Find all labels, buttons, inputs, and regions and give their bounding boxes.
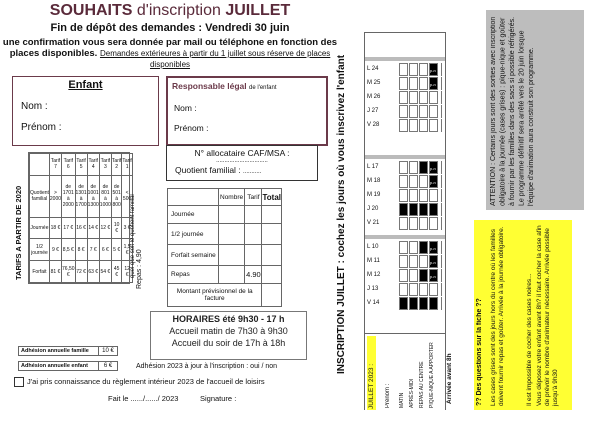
calendar-cell[interactable] — [409, 217, 418, 230]
arrivee-cell[interactable] — [441, 161, 446, 174]
external-requests-note: Demandes extérieures à partir du 1 juillet sous réserve de places disponibles — [99, 49, 331, 69]
calendar-cell[interactable] — [429, 189, 438, 202]
calc-cell[interactable] — [245, 245, 262, 266]
tarifs-cell: 12 € — [99, 217, 111, 239]
parent-heading: Responsable légal de l'enfant — [172, 81, 277, 91]
calendar-cell[interactable] — [419, 175, 428, 188]
calendar-cell[interactable] — [419, 189, 428, 202]
tarifs-cell: Tarif 3 — [99, 154, 111, 176]
parent-nom-field[interactable]: Nom : — [174, 103, 197, 113]
calendar-day-label: M 26 — [367, 94, 381, 100]
calendar-day-label: J 20 — [367, 206, 379, 212]
calendar-cell — [399, 203, 408, 216]
calc-montant-cell[interactable] — [262, 284, 282, 307]
week-separator — [365, 155, 445, 159]
tarifs-cell: de 1001 à 1300 — [87, 175, 99, 217]
reglement-checkbox[interactable] — [14, 377, 24, 387]
calendar-day-label: J 27 — [367, 108, 379, 114]
calendar-cell[interactable] — [399, 175, 408, 188]
caf-label: N° allocataire CAF/MSA : — [194, 148, 290, 158]
calendar-cell[interactable] — [409, 283, 418, 296]
calendar-cell — [429, 203, 438, 216]
tarifs-cell: 5 € — [111, 239, 121, 261]
adhesion-enfant-label: Adhésion annuelle enfant — [19, 362, 99, 371]
calendar-cell[interactable] — [409, 255, 418, 268]
fait-le[interactable]: Fait le ....../....../ 2023 — [108, 394, 179, 403]
arrivee-label: Arrivée avant 8h — [446, 353, 453, 404]
calendar-cell[interactable] — [399, 105, 408, 118]
calendar-cell[interactable] — [409, 63, 418, 76]
row-pique-nique: PIQUE-NIQUE A APPORTER — [429, 342, 435, 408]
calendar-day-label: L 10 — [367, 244, 379, 250]
calendar-day-label: M 11 — [367, 258, 380, 264]
tarifs-cell: Tarif 1 — [122, 154, 132, 176]
calc-row-repas: Repas — [168, 266, 219, 284]
calendar-cell[interactable] — [399, 63, 408, 76]
tarifs-cell: de 1701 à 2000 — [62, 175, 76, 217]
tarifs-head: 1/2 journée — [30, 239, 50, 261]
calendar-day-label: M 12 — [367, 272, 381, 278]
calendar-day-label: M 19 — [367, 192, 381, 198]
arrivee-cell[interactable] — [441, 255, 446, 268]
arrivee-cell[interactable] — [441, 189, 446, 202]
calendar-cell[interactable] — [399, 77, 408, 90]
calendar-cell[interactable] — [399, 283, 408, 296]
tarifs-cell: 16 € — [75, 217, 87, 239]
row-apres-midi: APRÈS-MIDI — [409, 378, 415, 408]
calc-cell[interactable] — [262, 224, 282, 245]
reglement-line: J'ai pris connaissance du règlement intérieur 2023 de l'accueil de loisirs — [14, 377, 265, 387]
calendar-cell — [419, 269, 428, 282]
calendar-cell: p-n — [429, 255, 438, 268]
calendar-cell[interactable] — [419, 105, 428, 118]
calendar-cell[interactable] — [409, 175, 418, 188]
page-title: SOUHAITS d'inscription JUILLET — [49, 2, 291, 19]
signature-label[interactable]: Signature : — [200, 394, 237, 403]
tarifs-cell: 54 € — [99, 261, 111, 283]
caf-box — [166, 145, 318, 181]
calendar-cell[interactable] — [429, 91, 438, 104]
calc-head-total: Total — [262, 189, 282, 206]
calc-cell[interactable] — [245, 206, 262, 224]
adhesion-famille-label: Adhésion annuelle famille — [19, 347, 99, 356]
calendar-cell[interactable] — [399, 217, 408, 230]
calendar-cell: p-n — [429, 77, 438, 90]
calendar-cell: p-n — [429, 269, 438, 282]
calendar-cell[interactable] — [409, 189, 418, 202]
tarifs-cell: de 801 à 1000 — [99, 175, 111, 217]
calendar-cell[interactable] — [399, 189, 408, 202]
tarifs-cell: 14 € — [87, 217, 99, 239]
calendar-day-label: V 28 — [367, 122, 380, 128]
calendar-day-label: J 13 — [367, 286, 379, 292]
calendar-cell — [419, 203, 428, 216]
tarifs-cell: > 2000 — [49, 175, 61, 217]
arrivee-cell[interactable] — [441, 63, 446, 76]
caf-dots[interactable]: ............................... — [216, 158, 268, 164]
calendar-cell — [419, 241, 428, 254]
adhesion-jour[interactable]: Adhésion 2023 à jour à l'inscription : oui / non — [136, 363, 278, 370]
tarifs-cell: 6 € — [99, 239, 111, 261]
calendar-labels — [365, 333, 445, 410]
calendar-cell[interactable] — [429, 283, 438, 296]
arrivee-cell[interactable] — [441, 175, 446, 188]
horaires-title: HORAIRES été 9h30 - 17 h — [172, 314, 285, 324]
deadline-line: Fin de dépôt des demandes : Vendredi 30 juin — [50, 22, 290, 34]
child-heading: Enfant — [68, 79, 103, 91]
calendar-cell — [419, 161, 428, 174]
arrivee-cell[interactable] — [441, 297, 446, 310]
calendar-cell[interactable] — [419, 217, 428, 230]
tarifs-table-wrap — [28, 152, 130, 284]
calendar-cell[interactable] — [399, 269, 408, 282]
calendar-cell — [419, 297, 428, 310]
tarifs-note: quel que soit le quotient familial — [130, 194, 136, 278]
horaires-matin: Accueil matin de 7h30 à 9h30 — [169, 326, 288, 336]
row-matin: MATIN — [399, 392, 405, 408]
horaires-box — [150, 311, 307, 360]
adhesion-table — [18, 346, 118, 356]
calendar-cell[interactable] — [399, 91, 408, 104]
calendar-cell — [399, 297, 408, 310]
calc-cell[interactable] — [262, 206, 282, 224]
juillet-label: JUILLET 2023 : — [367, 336, 376, 410]
tarifs-cell: 8,5 € — [62, 239, 76, 261]
calendar-cell[interactable] — [399, 241, 408, 254]
calendar-cell[interactable] — [429, 119, 438, 132]
week-separator — [365, 57, 445, 61]
calendar-day-label: L 24 — [367, 66, 379, 72]
calendar-cell — [429, 297, 438, 310]
calc-cell[interactable] — [218, 245, 244, 266]
calendar-cell[interactable] — [409, 119, 418, 132]
parent-box — [166, 76, 328, 146]
calendar-cell[interactable] — [409, 269, 418, 282]
arrivee-cell[interactable] — [441, 241, 446, 254]
tarifs-head — [30, 154, 50, 176]
arrivee-cell[interactable] — [441, 203, 446, 216]
calendar-cell: p-n — [429, 175, 438, 188]
calc-cell[interactable] — [262, 245, 282, 266]
calc-head-blank — [168, 189, 219, 206]
arrivee-cell[interactable] — [441, 217, 446, 230]
tarifs-cell: 7 € — [87, 239, 99, 261]
calendar-cell[interactable] — [399, 255, 408, 268]
adhesion-enfant-val: 6 € — [99, 362, 118, 371]
calendar-cell[interactable] — [409, 105, 418, 118]
tarifs-head: Quotient familial — [30, 175, 50, 217]
qf-field[interactable]: Quotient familial : ........... — [175, 165, 262, 175]
tarifs-cell: Tarif 6 — [62, 154, 76, 176]
tarifs-cell: 12 € — [122, 261, 132, 283]
calendar-cell[interactable] — [409, 77, 418, 90]
tarifs-cell: 3 € — [122, 217, 132, 239]
tarifs-cell: 17 € — [62, 217, 76, 239]
tarifs-cell: 9 € — [49, 239, 61, 261]
calendar-cell: p-n — [429, 63, 438, 76]
tarifs-cell: 10 € — [111, 217, 121, 239]
week-separator — [365, 235, 445, 239]
calendar-cell[interactable] — [429, 217, 438, 230]
calc-row-demi: 1/2 journée — [168, 224, 219, 245]
arrivee-cell[interactable] — [441, 269, 446, 282]
parent-prenom-field[interactable]: Prénom : — [174, 123, 209, 133]
arrivee-cell[interactable] — [441, 119, 446, 132]
tarifs-cell: Tarif 2 — [111, 154, 121, 176]
calc-cell[interactable] — [218, 206, 244, 224]
child-prenom-field[interactable]: Prénom : — [21, 122, 62, 133]
tarifs-cell: < 500 — [122, 175, 132, 217]
calc-table — [167, 188, 282, 307]
tarifs-cell: 8 € — [75, 239, 87, 261]
calendar-cell[interactable] — [409, 241, 418, 254]
tarifs-cell: Tarif 7 — [49, 154, 61, 176]
calendar-cell[interactable] — [409, 91, 418, 104]
calendar-cell — [409, 203, 418, 216]
prenom-label: Prénom : — [385, 383, 391, 408]
calendar-cell: p-n — [429, 161, 438, 174]
calc-cell[interactable] — [245, 224, 262, 245]
tarifs-cell: 76,50 € — [62, 261, 76, 283]
calc-cell[interactable] — [218, 224, 244, 245]
calc-montant-label: Montant prévisionnel de la facture — [168, 284, 262, 307]
arrivee-cell[interactable] — [441, 105, 446, 118]
adhesion-enfant-table — [18, 361, 118, 371]
calendar-day-label: V 21 — [367, 220, 380, 226]
tarifs-cell: 63 € — [87, 261, 99, 283]
calendar-day-label: V 14 — [367, 300, 380, 306]
calendar-cell[interactable] — [419, 255, 428, 268]
questions-p3: Vous déposez votre enfant avant 8h? il faut cocher la case afin de prévoir le nombre d'animateur nécessaire. Arrivée possible jusqu'à 9h30 — [536, 225, 559, 406]
calendar-cell[interactable] — [419, 91, 428, 104]
calc-row-forfait: Forfait semaine — [168, 245, 219, 266]
calendar-day-label: M 18 — [367, 178, 381, 184]
calendar-grid — [364, 32, 446, 410]
calc-row-journee: Journée — [168, 206, 219, 224]
tarifs-head: Journée — [30, 217, 50, 239]
tarifs-cell: de 1301 à 1700 — [75, 175, 87, 217]
calendar-cell[interactable] — [399, 119, 408, 132]
calendar-day-label: L 17 — [367, 164, 379, 170]
calendar-cell[interactable] — [419, 63, 428, 76]
arrivee-cell[interactable] — [441, 77, 446, 90]
calendar-cell[interactable] — [429, 105, 438, 118]
calendar-day-label: M 25 — [367, 80, 381, 86]
inscription-title: INSCRIPTION JUILLET : cochez les jours où vous inscrivez l'enfant — [336, 54, 347, 374]
calc-head-tarif: Tarif — [245, 189, 262, 206]
arrivee-cell[interactable] — [441, 283, 446, 296]
tarifs-head: Forfait — [30, 261, 50, 283]
calendar-cell[interactable] — [419, 119, 428, 132]
tarifs-cell: 72 € — [75, 261, 87, 283]
calc-head-nombre: Nombre — [218, 189, 244, 206]
child-nom-field[interactable]: Nom : — [21, 101, 48, 112]
questions-box — [474, 220, 572, 410]
tarifs-cell: 18 € — [49, 217, 61, 239]
calendar-cell[interactable] — [419, 77, 428, 90]
calc-repas-tarif: 4.90 — [245, 266, 262, 284]
row-repas: REPAS AU CENTRE — [419, 361, 425, 408]
tarifs-cell: de 501 à 800 — [111, 175, 121, 217]
calc-cell[interactable] — [218, 266, 244, 284]
tarifs-table — [29, 153, 133, 283]
tarifs-cell: Tarif 4 — [87, 154, 99, 176]
tarifs-title: TARIFS A PARTIR DE 2020 — [14, 185, 23, 280]
arrivee-cell[interactable] — [441, 91, 446, 104]
horaires-soir: Accueil du soir de 17h à 18h — [171, 338, 286, 348]
calendar-cell[interactable] — [419, 283, 428, 296]
attention-box — [486, 10, 584, 210]
attention-text: ATTENTION : Certains jours sont des sorties avec inscription obligatoire à la journée (cases grises) : pique-nique et goûter à fournir par les familles dans des sacs si possible réfrigérés. Le programme définitif sera arrêté vers le 20 juin lorsque l'équipe d'animation aura construit son programme. — [490, 16, 535, 206]
tarifs-cell: 1,5 € — [122, 239, 132, 261]
child-box — [12, 76, 159, 146]
adhesion-famille-val: 10 € — [99, 347, 118, 356]
tarifs-cell: 45 € — [111, 261, 121, 283]
questions-title: ?? Des questions sur la fiche ?? — [476, 298, 483, 406]
tarifs-cell: 81 € — [49, 261, 61, 283]
confirmation-note: une confirmation vous sera donnée par mail ou téléphone en fonction des places disponibles. Demandes extérieures à partir du 1 juillet sous réserve de places disponibles — [2, 37, 338, 69]
tarifs-cell: Tarif 5 — [75, 154, 87, 176]
questions-p1: Les cases grises sont des jours hors du centre où les familles doivent fournir repas et goûter. Arrivée à la journée obligatoire. — [490, 226, 505, 406]
repas-price: Repas : 4,90 — [136, 249, 143, 289]
calendar-cell[interactable] — [399, 161, 408, 174]
calendar-cell: p-n — [429, 241, 438, 254]
calendar-cell — [409, 297, 418, 310]
questions-p2: Il est impossible de cocher des cases noires... — [526, 273, 533, 406]
calc-cell[interactable] — [262, 266, 282, 284]
calendar-cell[interactable] — [409, 161, 418, 174]
